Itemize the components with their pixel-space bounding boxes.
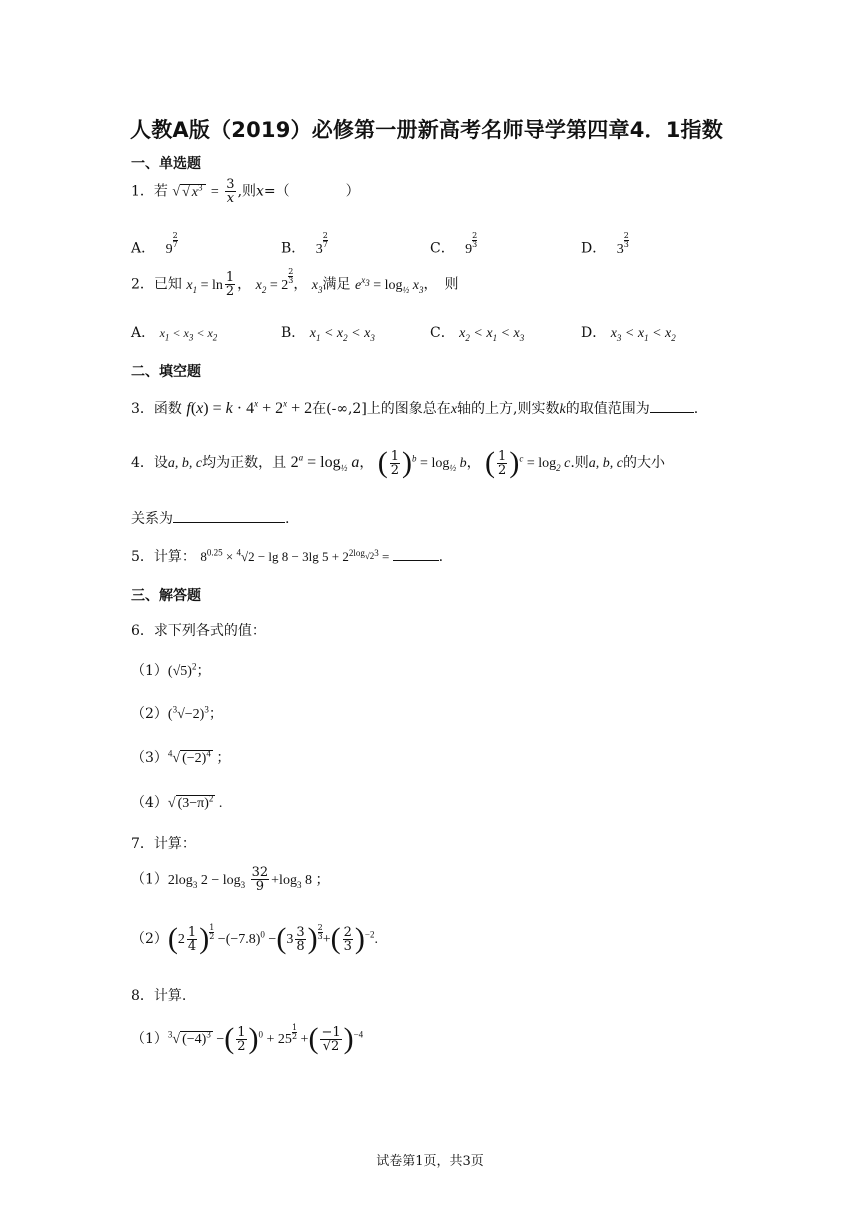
variable-x3: $x_3$ [311, 277, 323, 295]
exp-numerator: 2 [623, 231, 629, 240]
item-label: （1） [131, 871, 168, 888]
option-label: B． [281, 240, 306, 257]
question-6 [131, 620, 266, 640]
formula-sqrt-x3: √ √ $x^3$ [172, 184, 206, 200]
question-4-line2 [131, 508, 289, 528]
variables-abc: a, b, c [167, 456, 203, 471]
question-number: 3． [131, 401, 154, 417]
exp-numerator: 2 [172, 231, 178, 240]
question-text: 已知 [153, 276, 182, 293]
option-d[interactable] [581, 232, 629, 258]
question-text: 均为正数，且 [202, 455, 287, 471]
question-text: =（ ） [263, 183, 360, 200]
question-text: 计算： [153, 549, 196, 565]
question-6-item-2 [131, 703, 223, 723]
option-c[interactable] [430, 232, 477, 258]
answer-blank[interactable] [650, 412, 694, 413]
formula-fx: $f(x) = k \cdot 4^x + 2^x + 2$ [186, 398, 313, 417]
formula-condition-1: $2^a = \log_{\frac{1}{2}} a$ [290, 452, 360, 474]
question-text: . [693, 401, 699, 417]
option-label: C． [430, 325, 455, 341]
exp-denominator: 7 [172, 240, 178, 249]
formula: $(√5)^2$； [167, 661, 211, 679]
option-formula: $x_2 < x_1 < x_3$ [459, 326, 525, 343]
option-base: 9 [165, 241, 173, 257]
item-label: （1） [131, 1031, 168, 1047]
formula-compute: $8^{0.25} \times ^4√2 - \lg 8 - 3\lg$ $5 + 2^{2log_{√2}3}$ = [200, 547, 393, 564]
question-text: .则 [570, 455, 589, 471]
option-label: B． [281, 325, 306, 341]
question-1: 1．若 √ √ $x^3$ = $\frac{3}{x}$ ,则x=（ ） [131, 177, 360, 206]
answer-blank[interactable] [393, 560, 439, 561]
option-base: 3 [315, 241, 323, 257]
question-number: 4． [131, 455, 154, 471]
question-number: 8． [131, 988, 154, 1004]
formula: $^4$√ $(-2)^4$ ； [167, 748, 231, 766]
question-6-item-4 [131, 792, 222, 812]
question-text: 若 [153, 183, 168, 200]
exp-denominator: 7 [322, 240, 328, 249]
formula-condition-3: ( [485, 446, 496, 479]
formula: $(^3√-2)^3$； [167, 704, 223, 722]
question-number: 7． [131, 836, 154, 852]
formula: $2\log_3$ $2 - \log_3$ [167, 872, 246, 890]
question-text: ,则 [237, 183, 257, 200]
question-number: 6． [131, 623, 154, 639]
question-8-item-1: $(1)^3√$ $(-4)^3$ −( $\frac{1}{2}$ )$^0$ + 25 $\frac{1}{2}$ +( $\frac{-1}{√2}$ )$^{-4}$ [131, 1022, 364, 1055]
item-label: （1） [131, 663, 168, 679]
question-text: 的大小 [623, 455, 666, 471]
option-label: C． [430, 240, 455, 257]
option-label: A． [131, 325, 156, 341]
page-footer: 试卷第1页，共3页 [376, 1154, 484, 1169]
question-text: 的取值范围为 [565, 401, 650, 417]
option-label: A． [131, 240, 156, 257]
question-7-item-2: （2）(2 $\frac{1}{4}$ ) $\frac{1}{2}$ $-(-7.8)^0 -(3$ $\frac{3}{8}$ ) $\frac{2}{3}$ +( $\frac{2}{3}$ )$^{-2}$. [131, 922, 378, 955]
option-formula: $x_1 < x_3 < x_2$ [159, 326, 218, 343]
item-label: （4） [131, 795, 168, 811]
formula-condition-2: ( [377, 446, 388, 479]
section-heading-fill-blank: 二、填空题 [131, 364, 201, 380]
question-3: 3．函数 $f(x) = k \cdot 4^x + 2^x + 2$在(-∞,2]上的图象总在x轴的上方,则实数k的取值范围为 . [131, 398, 699, 417]
option-a[interactable] [131, 322, 217, 342]
exp-denominator: 3 [472, 240, 478, 249]
question-text: 计算. [153, 988, 187, 1004]
option-b[interactable] [281, 232, 328, 258]
formula-x1: $x_1 = \ln$ [186, 277, 223, 295]
item-label: （2） [131, 931, 168, 947]
question-8 [131, 985, 186, 1005]
question-text: 在(-∞,2]上的图象总在 [312, 401, 451, 417]
option-base: 3 [616, 241, 624, 257]
question-4: 4．设a, b, c均为正数，且 $2^a = \log_{\frac{1}{2}} a$， ( $\frac{1}{2}$ )$^b = \log_{\frac{1}{2}} b$， ( $\frac{1}{2}$ )$^c = \log_2 c$.则a, b, c的大小 [131, 446, 666, 479]
question-number: 2． [131, 276, 154, 293]
exp-numerator: 2 [322, 231, 328, 240]
option-d[interactable] [581, 322, 676, 342]
fraction-3-over-x: $\frac{3}{x}$ [226, 177, 235, 206]
exp-denominator: 3 [623, 240, 629, 249]
question-text: 满足 [322, 276, 351, 293]
question-text: 求下列各式的值： [153, 623, 266, 639]
formula: $^3$√ $(-4)^3$ − [167, 1029, 225, 1047]
option-c[interactable] [430, 322, 524, 342]
question-6-item-3 [131, 747, 230, 767]
variable: x [256, 183, 264, 200]
question-7-item-1: $(1)2\log_3$ $2 - \log_3$ $\frac{32}{9}$ $+\log_3$ 8 ； [131, 865, 330, 894]
question-number: 1． [131, 183, 154, 200]
formula: ( [167, 922, 178, 955]
formula: √ $(3-\pi)^2$ . [167, 793, 223, 811]
question-5 [131, 546, 443, 566]
question-text: 设 [153, 455, 168, 471]
option-formula: $x_1 < x_2 < x_3$ [309, 326, 375, 343]
question-2: 2．已知 $x_1 = \ln$ $\frac{1}{2}$ ， $x_2 = 2$ $\frac{2}{3}$ ， $x_3$满足 $e^{x_3} = \log_{\frac{1}{2}} x_3$， 则 [131, 267, 459, 300]
option-a[interactable] [131, 232, 178, 258]
question-number: 5． [131, 549, 154, 565]
option-formula: $x_3 < x_1 < x_2$ [610, 326, 676, 343]
section-heading-solution: 三、解答题 [131, 588, 201, 604]
exp-numerator: 2 [472, 231, 478, 240]
question-text: 关系为 [131, 511, 173, 527]
section-heading-single-choice: 一、单选题 [131, 156, 201, 172]
option-label: D． [581, 325, 607, 341]
question-text: 计算： [153, 836, 196, 852]
page-title: 人教A版（2019）必修第一册新高考名师导学第四章4．1指数 [130, 118, 723, 142]
question-text: . [285, 511, 290, 527]
question-text: 轴的上方,则实数 [457, 401, 560, 417]
question-text: . [438, 549, 444, 565]
question-6-item-1 [131, 660, 210, 680]
option-label: D． [581, 240, 607, 257]
option-b[interactable] [281, 322, 375, 342]
item-label: （2） [131, 706, 168, 722]
question-text: ， 则 [423, 276, 459, 293]
item-label: （3） [131, 750, 168, 766]
question-7 [131, 833, 196, 853]
formula-x2: $x_2 = 2$ [255, 277, 289, 295]
question-text: 函数 [153, 401, 182, 417]
formula-condition: $e^{x_3} = \log_{\frac{1}{2}} x_3$ [354, 275, 424, 295]
option-base: 9 [465, 241, 473, 257]
answer-blank[interactable] [173, 522, 285, 523]
